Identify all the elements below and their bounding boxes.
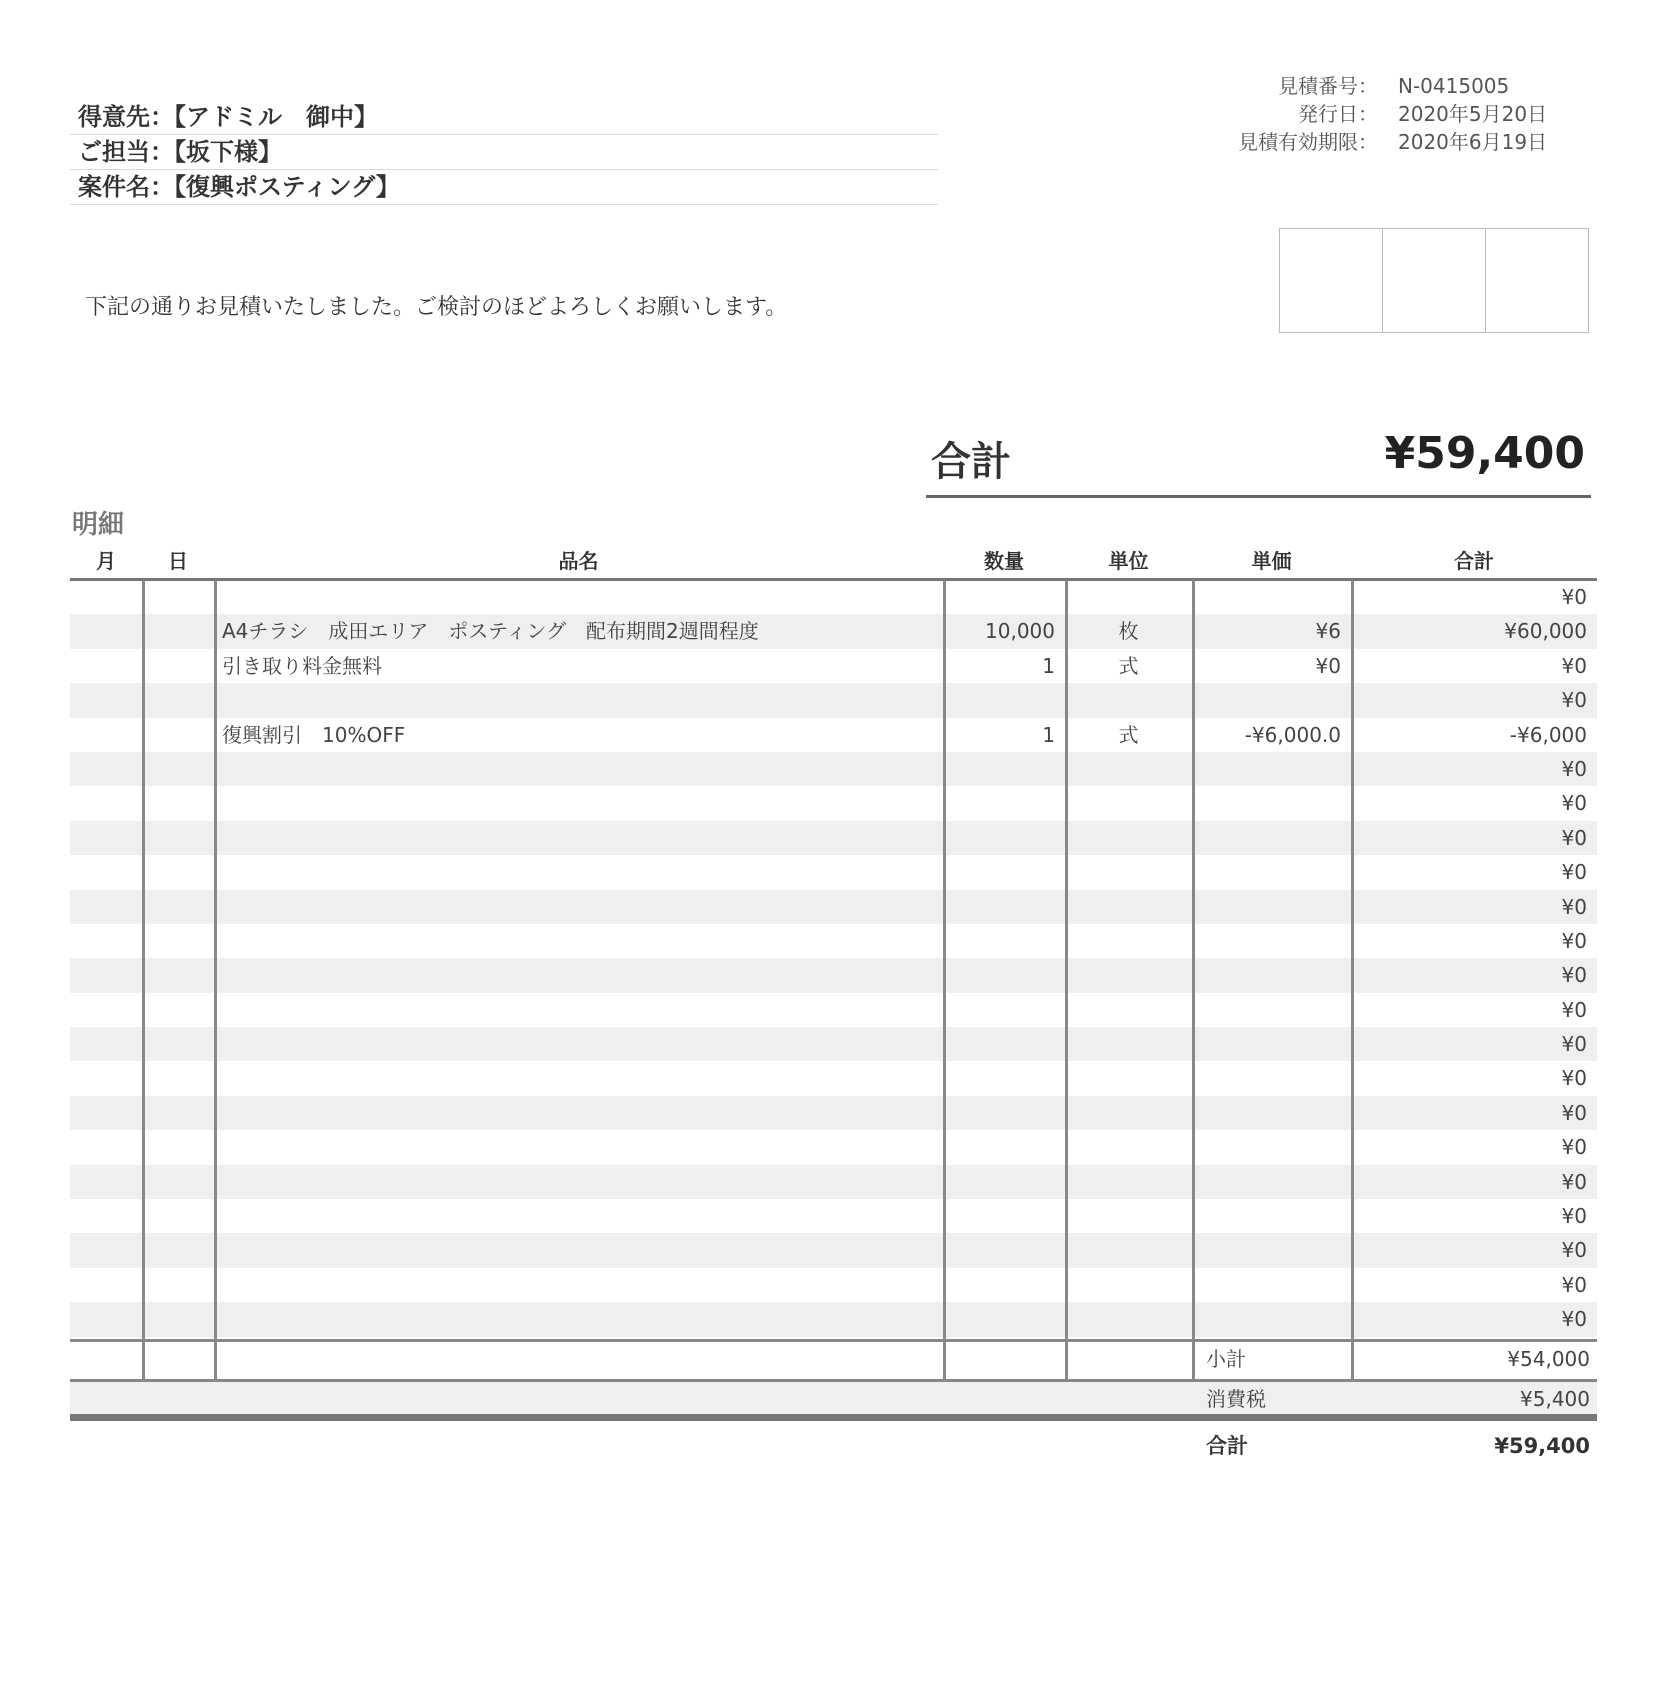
row-amount: ¥0 bbox=[1561, 928, 1587, 953]
contact-person: ご担当：【坂下様】 bbox=[70, 135, 938, 170]
row-item bbox=[214, 683, 943, 717]
row-amount: ¥0 bbox=[1561, 1135, 1587, 1160]
row-unit bbox=[1065, 1027, 1192, 1061]
table-body bbox=[70, 580, 1597, 1337]
col-amount-header: 合計 bbox=[1454, 549, 1494, 573]
table-row bbox=[70, 786, 1597, 820]
row-amount: ¥0 bbox=[1561, 997, 1587, 1022]
row-unit: 式 bbox=[1118, 722, 1139, 747]
row-price bbox=[1192, 958, 1351, 992]
row-amount: ¥0 bbox=[1561, 791, 1587, 816]
col-divider bbox=[1192, 580, 1195, 1415]
row-unit bbox=[1065, 821, 1192, 855]
row-price: ¥0 bbox=[1315, 653, 1341, 678]
row-amount: ¥0 bbox=[1561, 585, 1587, 609]
row-qty bbox=[943, 993, 1065, 1027]
table-row bbox=[70, 1233, 1597, 1267]
row-qty bbox=[943, 786, 1065, 820]
row-qty bbox=[943, 924, 1065, 958]
table-row bbox=[70, 924, 1597, 958]
row-unit bbox=[1065, 752, 1192, 786]
row-price bbox=[1192, 890, 1351, 924]
row-item bbox=[214, 1268, 943, 1302]
row-qty bbox=[943, 1268, 1065, 1302]
row-item bbox=[214, 752, 943, 786]
row-amount: ¥0 bbox=[1561, 1238, 1587, 1263]
row-qty bbox=[943, 855, 1065, 889]
row-amount: ¥0 bbox=[1561, 688, 1587, 713]
estimate-number-row bbox=[1150, 72, 1590, 100]
table-row bbox=[70, 1165, 1597, 1199]
row-price bbox=[1192, 1096, 1351, 1130]
row-item bbox=[214, 924, 943, 958]
row-qty bbox=[943, 1165, 1065, 1199]
issue-date-row bbox=[1150, 100, 1590, 128]
row-price bbox=[1192, 1233, 1351, 1267]
row-price bbox=[1192, 683, 1351, 717]
col-divider bbox=[142, 580, 145, 1415]
row-qty bbox=[943, 1096, 1065, 1130]
row-amount: ¥0 bbox=[1561, 860, 1587, 885]
table-row bbox=[70, 1130, 1597, 1164]
row-unit bbox=[1065, 993, 1192, 1027]
col-divider bbox=[214, 580, 217, 1415]
row-amount: ¥0 bbox=[1561, 1272, 1587, 1297]
row-price bbox=[1192, 1165, 1351, 1199]
final-total-row bbox=[70, 1426, 1597, 1466]
row-item bbox=[214, 1130, 943, 1164]
row-item bbox=[214, 580, 943, 614]
row-unit bbox=[1065, 890, 1192, 924]
estimate-number-value: N-0415005 bbox=[1398, 74, 1510, 98]
col-item-header: 品名 bbox=[558, 549, 599, 573]
row-unit bbox=[1065, 1302, 1192, 1336]
estimate-number-label: 見積番号： bbox=[1278, 74, 1378, 98]
row-amount: ¥0 bbox=[1561, 825, 1587, 850]
table-row bbox=[70, 1199, 1597, 1233]
row-item bbox=[214, 786, 943, 820]
row-qty bbox=[943, 1061, 1065, 1095]
row-price: ¥6 bbox=[1315, 619, 1341, 644]
row-unit bbox=[1065, 958, 1192, 992]
row-item bbox=[214, 1027, 943, 1061]
table-row bbox=[70, 683, 1597, 717]
estimate-meta bbox=[1150, 72, 1590, 156]
table-row bbox=[70, 993, 1597, 1027]
row-item: A4チラシ 成田エリア ポスティング 配布期間2週間程度 bbox=[222, 619, 759, 644]
row-qty bbox=[943, 890, 1065, 924]
col-divider bbox=[1351, 580, 1354, 1415]
row-amount: ¥0 bbox=[1561, 963, 1587, 988]
grand-total-label: 合計 bbox=[931, 439, 1011, 485]
col-price-header: 単価 bbox=[1251, 549, 1292, 573]
row-unit bbox=[1065, 924, 1192, 958]
row-amount: ¥60,000 bbox=[1504, 619, 1587, 644]
row-item bbox=[214, 1233, 943, 1267]
table-row bbox=[70, 958, 1597, 992]
valid-until-label: 見積有効期限： bbox=[1238, 130, 1378, 154]
grand-total-value: ¥59,400 bbox=[1384, 428, 1585, 479]
col-month-header: 月 bbox=[96, 549, 116, 573]
row-price bbox=[1192, 1302, 1351, 1336]
row-amount: ¥0 bbox=[1561, 1066, 1587, 1091]
row-unit bbox=[1065, 855, 1192, 889]
row-amount: ¥0 bbox=[1561, 894, 1587, 919]
final-total-label: 合計 bbox=[1206, 1434, 1248, 1458]
row-item bbox=[214, 1199, 943, 1233]
row-unit bbox=[1065, 1233, 1192, 1267]
row-item bbox=[214, 1302, 943, 1336]
row-item: 引き取り料金無料 bbox=[222, 653, 382, 678]
table-row bbox=[70, 821, 1597, 855]
table-row bbox=[70, 1302, 1597, 1336]
summary-rule bbox=[70, 1414, 1597, 1421]
row-price bbox=[1192, 786, 1351, 820]
row-amount: ¥0 bbox=[1561, 1100, 1587, 1125]
row-amount: -¥6,000 bbox=[1509, 722, 1587, 747]
row-price bbox=[1192, 1130, 1351, 1164]
row-unit bbox=[1065, 1130, 1192, 1164]
table-row bbox=[70, 580, 1597, 614]
row-item bbox=[214, 821, 943, 855]
table-row bbox=[70, 614, 1597, 648]
subtotal-value: ¥54,000 bbox=[1507, 1347, 1590, 1371]
col-qty-header: 数量 bbox=[984, 549, 1024, 573]
row-item bbox=[214, 958, 943, 992]
row-item bbox=[214, 1165, 943, 1199]
row-amount: ¥0 bbox=[1561, 756, 1587, 781]
details-title: 明細 bbox=[72, 510, 125, 540]
row-qty bbox=[943, 1027, 1065, 1061]
row-unit: 式 bbox=[1118, 653, 1139, 678]
project-name: 案件名：【復興ポスティング】 bbox=[70, 170, 938, 205]
tax-label: 消費税 bbox=[1206, 1387, 1266, 1411]
row-price bbox=[1192, 580, 1351, 614]
row-unit bbox=[1065, 1268, 1192, 1302]
stamp-boxes bbox=[1279, 228, 1589, 333]
table-row bbox=[70, 1027, 1597, 1061]
table-row bbox=[70, 855, 1597, 889]
row-item bbox=[214, 1061, 943, 1095]
table-row bbox=[70, 649, 1597, 683]
row-price bbox=[1192, 855, 1351, 889]
row-qty bbox=[943, 683, 1065, 717]
row-amount: ¥0 bbox=[1561, 1169, 1587, 1194]
subtotal-row bbox=[70, 1339, 1597, 1379]
table-row bbox=[70, 1268, 1597, 1302]
row-qty bbox=[943, 580, 1065, 614]
col-day-header: 日 bbox=[168, 549, 188, 573]
final-total-value: ¥59,400 bbox=[1494, 1434, 1590, 1458]
row-unit bbox=[1065, 1061, 1192, 1095]
table-header bbox=[70, 545, 1597, 581]
valid-until-value: 2020年6月19日 bbox=[1398, 130, 1548, 154]
row-price bbox=[1192, 752, 1351, 786]
row-amount: ¥0 bbox=[1561, 653, 1587, 678]
row-price bbox=[1192, 1027, 1351, 1061]
row-item bbox=[214, 890, 943, 924]
row-item bbox=[214, 855, 943, 889]
table-row bbox=[70, 718, 1597, 752]
row-qty bbox=[943, 1302, 1065, 1336]
stamp-box bbox=[1383, 229, 1486, 332]
row-qty bbox=[943, 752, 1065, 786]
stamp-box bbox=[1486, 229, 1588, 332]
row-item: 復興割引 10%OFF bbox=[222, 722, 406, 747]
row-qty: 1 bbox=[1042, 653, 1055, 678]
row-unit bbox=[1065, 580, 1192, 614]
customer-name: 得意先：【アドミル 御中】 bbox=[70, 100, 938, 135]
col-unit-header: 単位 bbox=[1108, 549, 1149, 573]
tax-row bbox=[70, 1379, 1597, 1419]
row-price bbox=[1192, 1199, 1351, 1233]
row-unit bbox=[1065, 786, 1192, 820]
row-price bbox=[1192, 993, 1351, 1027]
row-item bbox=[214, 1096, 943, 1130]
row-unit: 枚 bbox=[1118, 619, 1139, 644]
row-price bbox=[1192, 1268, 1351, 1302]
greeting-text: 下記の通りお見積いたしました。ご検討のほどよろしくお願いします。 bbox=[85, 295, 788, 320]
row-unit bbox=[1065, 683, 1192, 717]
row-amount: ¥0 bbox=[1561, 1032, 1587, 1057]
row-qty: 10,000 bbox=[985, 619, 1055, 644]
table-row bbox=[70, 752, 1597, 786]
col-divider bbox=[1065, 580, 1068, 1415]
client-block bbox=[70, 100, 938, 205]
table-row bbox=[70, 1096, 1597, 1130]
row-price bbox=[1192, 1061, 1351, 1095]
table-row bbox=[70, 890, 1597, 924]
row-qty bbox=[943, 958, 1065, 992]
issue-date-value: 2020年5月20日 bbox=[1398, 102, 1548, 126]
row-qty bbox=[943, 821, 1065, 855]
row-qty bbox=[943, 1130, 1065, 1164]
stamp-box bbox=[1280, 229, 1383, 332]
row-price bbox=[1192, 924, 1351, 958]
row-unit bbox=[1065, 1165, 1192, 1199]
row-unit bbox=[1065, 1096, 1192, 1130]
valid-until-row bbox=[1150, 128, 1590, 156]
grand-total bbox=[926, 420, 1591, 498]
col-divider bbox=[943, 580, 946, 1415]
row-qty bbox=[943, 1233, 1065, 1267]
row-qty: 1 bbox=[1042, 722, 1055, 747]
row-qty bbox=[943, 1199, 1065, 1233]
row-price bbox=[1192, 821, 1351, 855]
row-unit bbox=[1065, 1199, 1192, 1233]
issue-date-label: 発行日： bbox=[1298, 102, 1378, 126]
row-amount: ¥0 bbox=[1561, 1204, 1587, 1229]
subtotal-label: 小計 bbox=[1206, 1347, 1246, 1371]
row-item bbox=[214, 993, 943, 1027]
row-amount: ¥0 bbox=[1561, 1307, 1587, 1332]
row-price: -¥6,000.0 bbox=[1244, 722, 1341, 747]
table-row bbox=[70, 1061, 1597, 1095]
summary-rows bbox=[70, 1339, 1597, 1419]
tax-value: ¥5,400 bbox=[1520, 1387, 1590, 1411]
